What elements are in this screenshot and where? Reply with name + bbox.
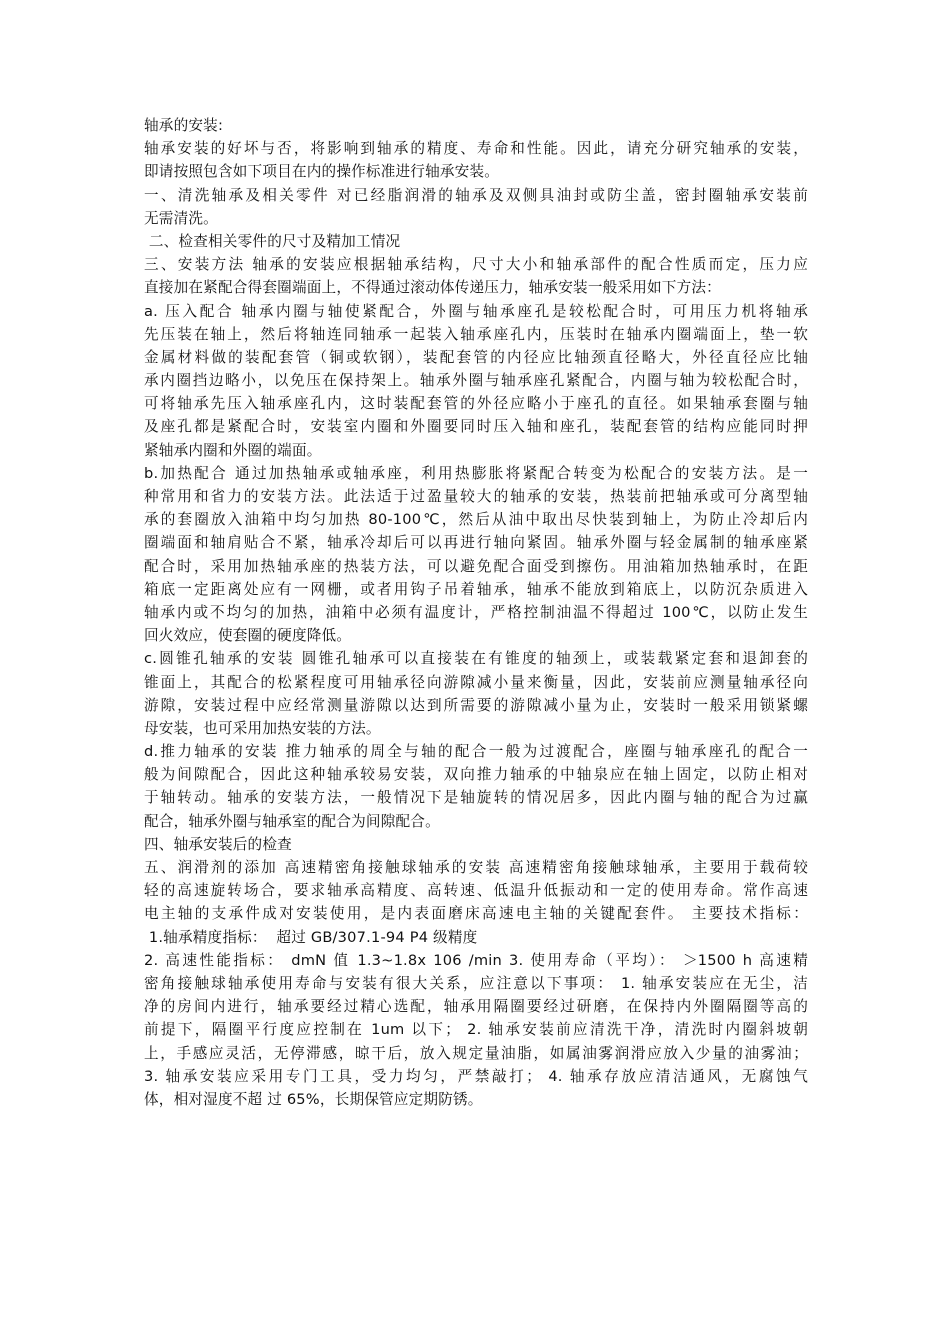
text-line: 母安装，也可采用加热安装的方法。 bbox=[144, 719, 381, 737]
text-line: 3. 轴承安装应采用专门工具，受力均匀，严禁敲打； 4. 轴承存放应清洁通风，无腐蚀气 bbox=[144, 1067, 808, 1085]
text-line: 直接加在紧配合得套圈端面上，不得通过滚动体传递压力，轴承安装一般采用如下方法： bbox=[144, 279, 721, 297]
text-line: 游隙，安装过程中应经常测量游隙以达到所需要的游隙减小量为止，安装时一般采用锁紧螺 bbox=[144, 696, 808, 714]
text-line: 体，相对湿度不超 过 65%，长期保管应定期防锈。 bbox=[144, 1090, 483, 1108]
text-line: 三、安装方法 轴承的安装应根据轴承结构，尺寸大小和轴承部件的配合性质而定，压力应 bbox=[144, 256, 808, 274]
text-line: 可将轴承先压入轴承座孔内，这时装配套管的外径应略小于座孔的直径。如果轴承套圈与轴 bbox=[144, 395, 808, 413]
text-line: 前提下，隔圈平行度应控制在 1um 以下； 2. 轴承安装前应清洗干净，清洗时内圈斜坡朝 bbox=[144, 1021, 808, 1039]
text-line: 电主轴的支承件成对安装使用，是内表面磨床高速电主轴的关键配套件。 主要技术指标： bbox=[144, 905, 808, 923]
text-line: 上，手感应灵活，无停滞感，晾干后，放入规定量油脂，如属油雾润滑应放入少量的油雾油； bbox=[144, 1044, 808, 1062]
text-line: 2. 高速性能指标： dmN 值 1.3~1.8x 106 /min 3. 使用寿命（平均）： ＞1500 h 高速精 bbox=[144, 951, 808, 969]
text-line: 及座孔都是紧配合时，安装室内圈和外圈要同时压入轴和座孔，装配套管的结构应能同时押 bbox=[144, 418, 808, 436]
text-line: 密角接触球轴承使用寿命与安装有很大关系，应注意以下事项： 1. 轴承安装应在无尘，洁 bbox=[144, 974, 808, 992]
text-line: d.推力轴承的安装 推力轴承的周全与轴的配合一般为过渡配合，座圈与轴承座孔的配合一 bbox=[144, 743, 808, 761]
text-line: 先压装在轴上，然后将轴连同轴承一起装入轴承座孔内，压装时在轴承内圈端面上，垫一软 bbox=[144, 325, 808, 343]
text-line: c.圆锥孔轴承的安装 圆锥孔轴承可以直接装在有锥度的轴颈上，或装载紧定套和退卸套的 bbox=[144, 650, 808, 668]
text-line: 承的套圈放入油箱中均匀加热 80-100℃，然后从油中取出尽快装到轴上，为防止冷却后内 bbox=[144, 511, 808, 529]
text-line: 金属材料做的装配套管（铜或软钢），装配套管的内径应比轴颈直径略大，外径直径应比轴 bbox=[144, 348, 808, 366]
text-line: 轻的高速旋转场合，要求轴承高精度、高转速、低温升低振动和一定的使用寿命。常作高速 bbox=[144, 882, 808, 900]
text-line: 四、轴承安装后的检查 bbox=[144, 835, 292, 853]
text-line: 般为间隙配合，因此这种轴承较易安装，双向推力轴承的中轴泉应在轴上固定，以防止相对 bbox=[144, 766, 808, 784]
text-line: 配合，轴承外圈与轴承室的配合为间隙配合。 bbox=[144, 812, 440, 830]
text-line: 无需清洗。 bbox=[144, 209, 218, 227]
text-line: 轴承内或不均匀的加热，油箱中必须有温度计，严格控制油温不得超过 100℃，以防止发生 bbox=[144, 603, 808, 621]
text-line: 紧轴承内圈和外圈的端面。 bbox=[144, 441, 322, 459]
text-line: 承内圈挡边略小，以免压在保持架上。轴承外圈与轴承座孔紧配合，内圈与轴为较松配合时， bbox=[144, 372, 808, 390]
text-line: 二、检查相关零件的尺寸及精加工情况 bbox=[144, 232, 401, 250]
text-line: 回火效应，使套圈的硬度降低。 bbox=[144, 627, 352, 645]
text-line: 锥面上，其配合的松紧程度可用轴承径向游隙减小量来衡量，因此，安装前应测量轴承径向 bbox=[144, 673, 808, 691]
text-line: 于轴转动。轴承的安装方法，一般情况下是轴旋转的情况居多，因此内圈与轴的配合为过赢 bbox=[144, 789, 808, 807]
text-line: 配合时，采用加热轴承座的热装方法，可以避免配合面受到擦伤。用油箱加热轴承时，在距 bbox=[144, 557, 808, 575]
document-body bbox=[144, 114, 808, 1111]
text-line: b.加热配合 通过加热轴承或轴承座，利用热膨胀将紧配合转变为松配合的安装方法。是一 bbox=[144, 464, 808, 482]
text-line: 轴承的安装: bbox=[144, 117, 224, 134]
text-line: 即请按照包含如下项目在内的操作标准进行轴承安装。 bbox=[144, 163, 500, 181]
text-line: 种常用和省力的安装方法。此法适于过盈量较大的轴承的安装，热装前把轴承或可分离型轴 bbox=[144, 488, 808, 505]
text-line: 圈端面和轴肩贴合不紧，轴承冷却后可以再进行轴向紧固。轴承外圈与轻金属制的轴承座紧 bbox=[144, 534, 808, 552]
text-line: 一、清洗轴承及相关零件 对已经脂润滑的轴承及双侧具油封或防尘盖，密封圈轴承安装前 bbox=[144, 186, 808, 204]
text-line: 轴承安装的好坏与否，将影响到轴承的精度、寿命和性能。因此，请充分研究轴承的安装， bbox=[144, 140, 808, 158]
text-line: a. 压入配合 轴承内圈与轴使紧配合，外圈与轴承座孔是较松配合时，可用压力机将轴承 bbox=[144, 302, 808, 320]
text-line: 净的房间内进行，轴承要经过精心选配，轴承用隔圈要经过研磨，在保持内外圈隔圈等高的 bbox=[144, 998, 808, 1016]
text-line: 箱底一定距离处应有一网栅，或者用钩子吊着轴承，轴承不能放到箱底上，以防沉杂质进入 bbox=[144, 580, 808, 598]
text-line: 五、润滑剂的添加 高速精密角接触球轴承的安装 高速精密角接触球轴承，主要用于载荷较 bbox=[144, 859, 808, 876]
text-line: 1.轴承精度指标： 超过 GB/307.1-94 P4 级精度 bbox=[144, 928, 478, 946]
